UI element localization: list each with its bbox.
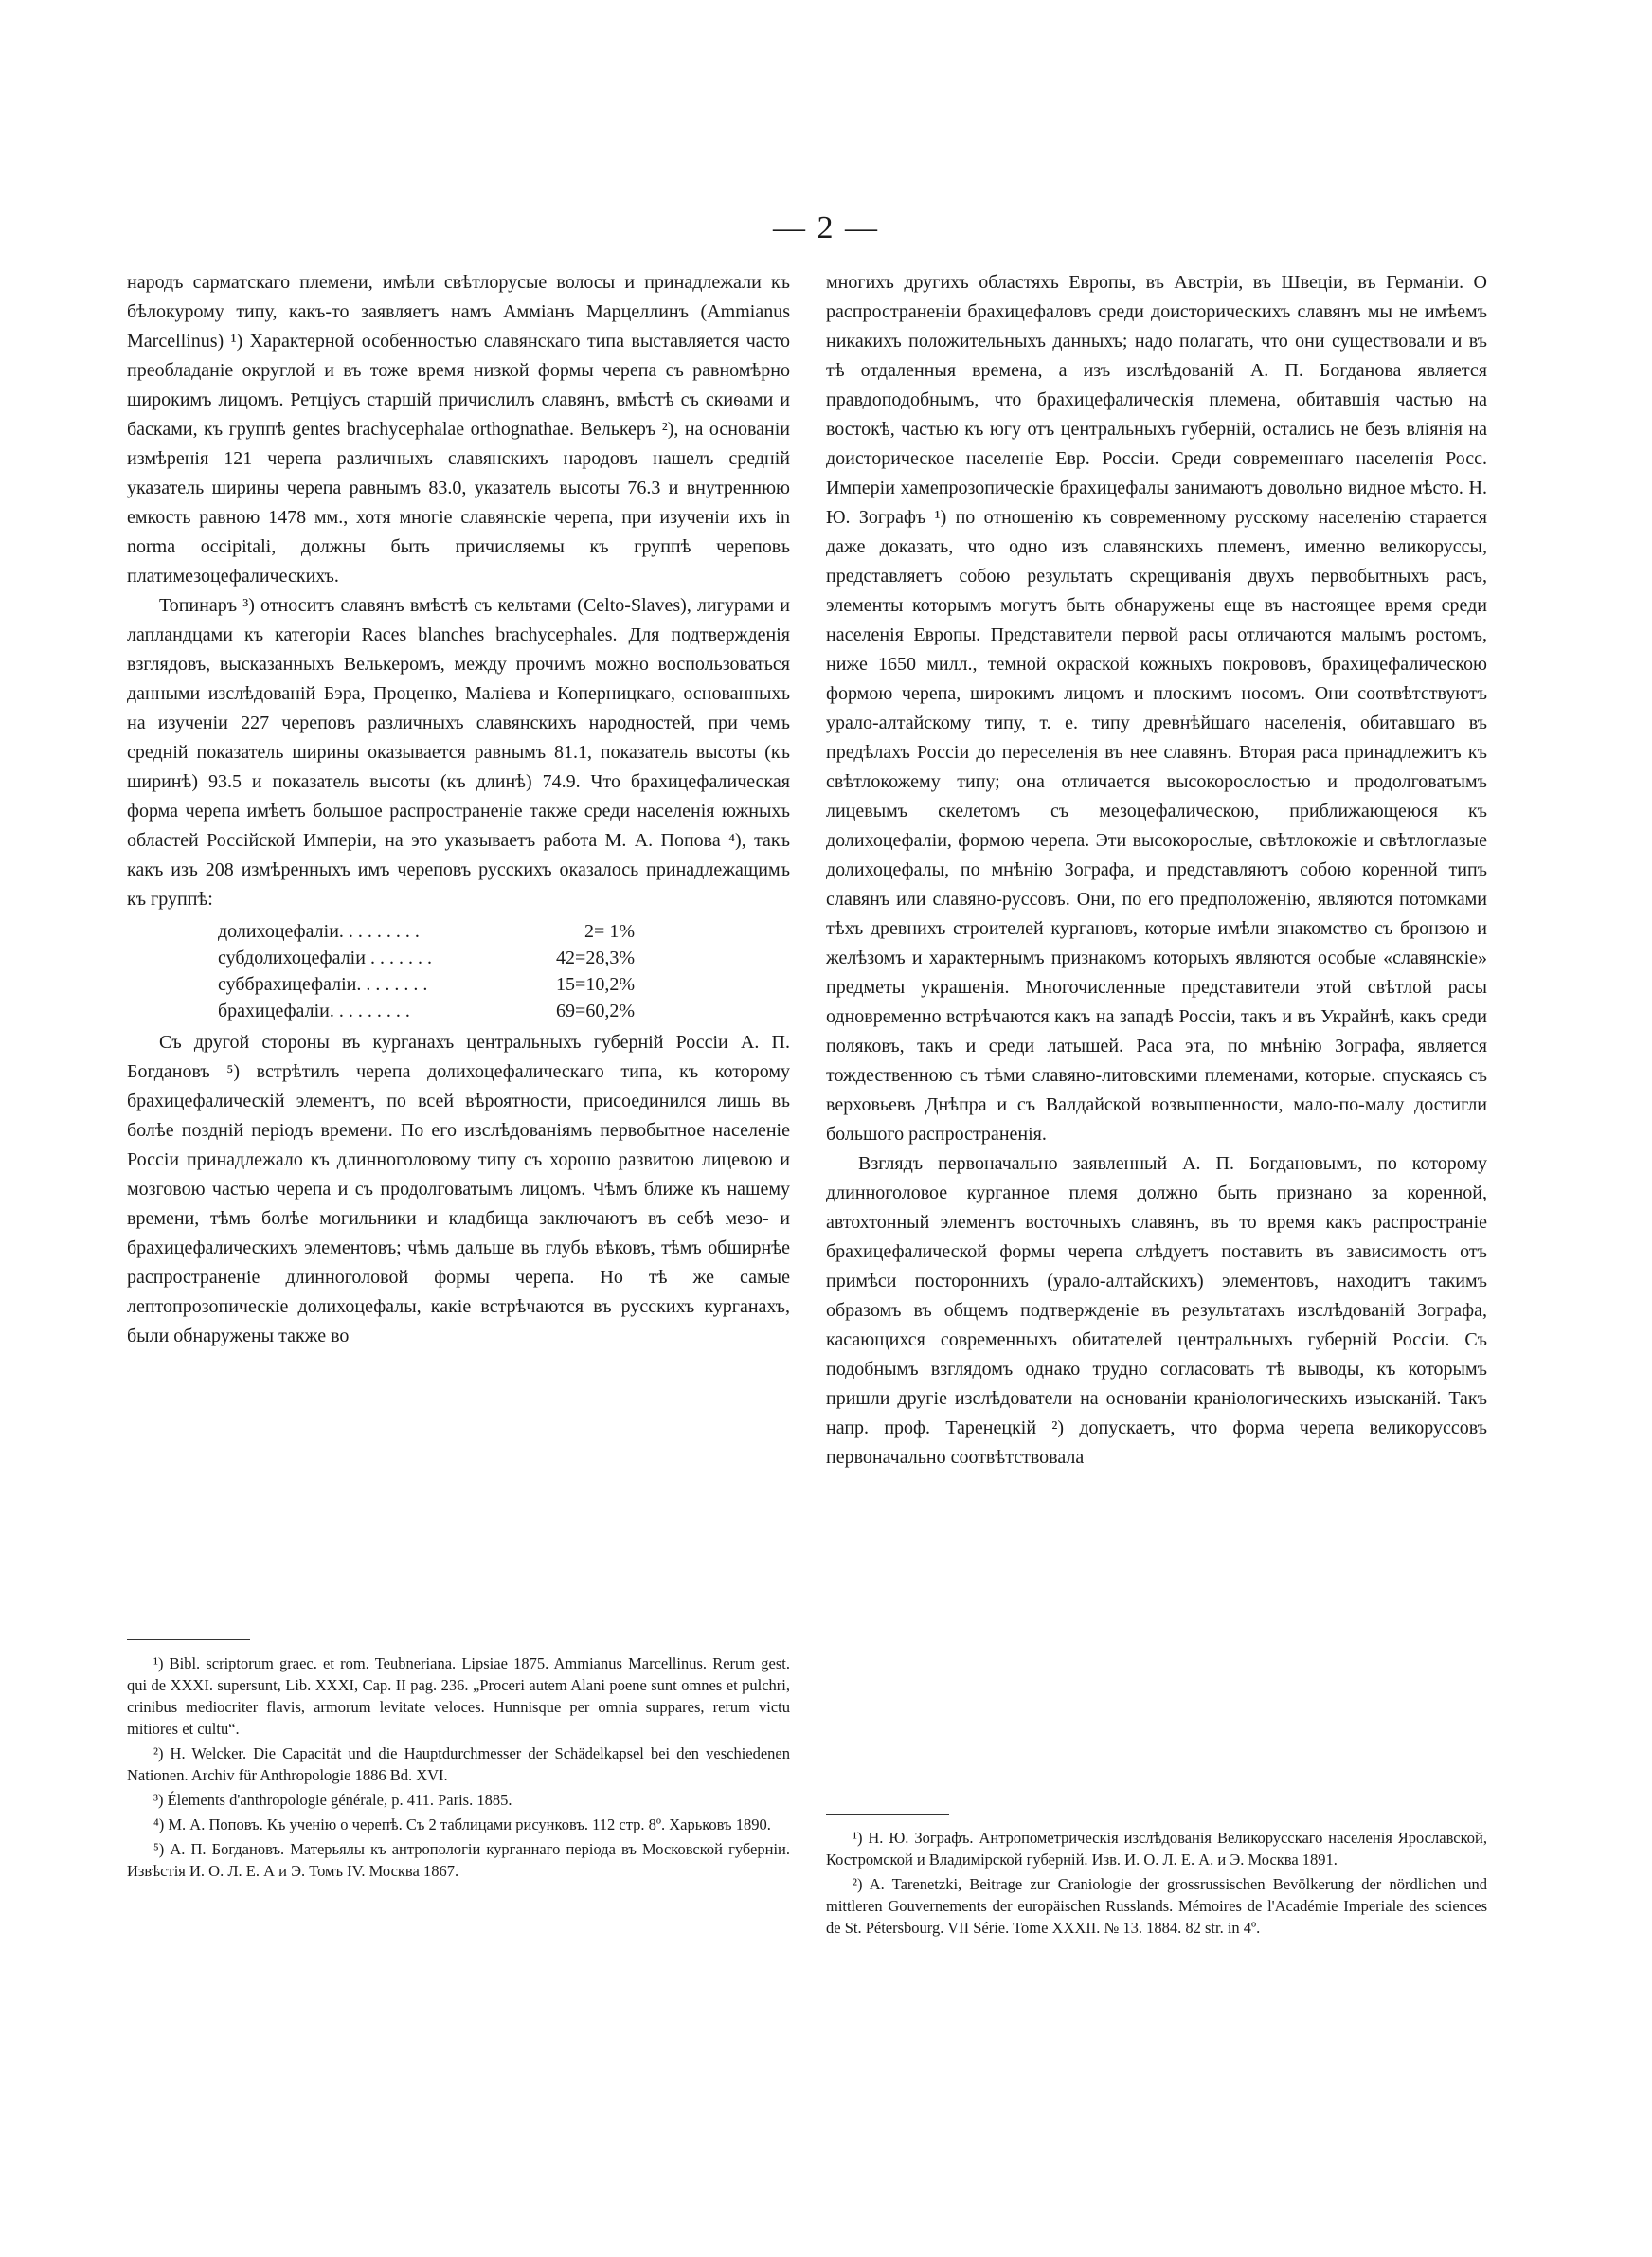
footnote: ⁴) М. А. Поповъ. Къ ученію о черепѣ. Съ 2 таблицами рисунковъ. 112 стр. 8º. Харьковъ 1890. (153, 1815, 771, 1833)
stat-label: субдолихоцефаліи . . . . . . . (218, 948, 432, 968)
right-paragraph: Взглядъ первоначально заявленный А. П. Богдановымъ, по которому длинноголовое курганное племя должно быть признано за коренной, автохтонный элементъ восточныхъ славянъ, въ то время какъ распространіе брахицефалической формы черепа слѣдуетъ поставить въ зависимость отъ примѣси постороннихъ (урало-алтайскихъ) элементовъ, находитъ такимъ образомъ въ общемъ подтвержденіе въ результатахъ изслѣдованій Зографа, касающихся современныхъ обитателей центральныхъ губерній Россіи. Съ подобнымъ взглядомъ однако трудно согласовать тѣ выводы, къ которымъ пришли другіе изслѣдователи на основаніи краніологическихъ изысканій. Такъ напр. проф. Таренецкій ²) допускаетъ, что форма черепа великоруссовъ первоначально соотвѣтствовала (826, 1153, 1487, 1468)
stat-row (218, 971, 635, 998)
footnote-separator (127, 1639, 250, 1640)
footnote: ¹) Н. Ю. Зографъ. Антропометрическія изслѣдованія Великорусскаго населенія Ярославской, Костромской и Владимірской губерній. Изв. И. О. Л. Е. А. и Э. Москва 1891. (826, 1829, 1487, 1869)
footnote-separator (826, 1814, 949, 1815)
stat-label: суббрахицефаліи. . . . . . . . (218, 974, 428, 995)
left-paragraph: народъ сарматскаго племени, имѣли свѣтлорусые волосы и принадлежали къ бѣлокурому типу, какъ-то заявляетъ намъ Амміанъ Марцеллинъ (Ammianus Marcellinus) ¹) Характерной особенностью славянскаго типа выставляется часто преобладаніе округлой и въ тоже время низкой формы черепа съ равномѣрно широкимъ лицомъ. Ретціусъ старшій причислилъ славянъ, вмѣстѣ съ скиѳами и басками, къ группѣ gentes brachycephalae orthognathae. Велькеръ ²), на основаніи измѣренія 121 черепа различныхъ славянскихъ народовъ нашелъ средній указатель ширины черепа равнымъ 83.0, указатель высоты 76.3 и внутреннюю емкость равною 1478 мм., хотя многіе славянскіе черепа, при изученіи ихъ in norma occipitali, должны быть причисляемы къ группѣ череповъ платимезоцефалическихъ. (127, 272, 790, 587)
skull-type-stats (218, 918, 790, 1024)
stat-value: 15=10,2% (556, 974, 635, 995)
footnote: ²) A. Tarenetzki, Beitrage zur Craniologie der grossrussischen Bevölkerung der nördlichen und mittleren Gouvernements der europäischen Russlands. Mémoires de l'Académie Imperiale des sciences de St. Pétersbourg. VII Série. Tome XXXII. № 13. 1884. 82 str. in 4º. (826, 1875, 1487, 1937)
right-footnotes (826, 1827, 1487, 1941)
stat-value: 69=60,2% (556, 1001, 635, 1021)
footnote: ³) Élements d'anthropologie générale, p. 411. Paris. 1885. (153, 1791, 512, 1809)
footnote: ²) H. Welcker. Die Capacität und die Hauptdurchmesser der Schädelkapsel bei den veschiedenen Nationen. Archiv für Anthropologie 1886 Bd. XVI. (127, 1744, 790, 1784)
stat-row (218, 945, 635, 971)
footnote: ¹) Bibl. scriptorum graec. et rom. Teubneriana. Lipsiae 1875. Ammianus Marcellinus. Rerum gest. qui de XXXI. supersunt, Lib. XXXI, Cap. II pag. 236. „Proceri autem Alani poene sunt omnes et pulchri, crinibus mediocriter flavis, armorum levitate veloces. Hunnisque per omnia suppares, rerum victu mitiores et cultu“. (127, 1654, 790, 1738)
stat-label: долихоцефаліи. . . . . . . . . (218, 921, 420, 942)
stat-value: 2= 1% (584, 921, 635, 942)
left-paragraph: Съ другой стороны въ курганахъ центральныхъ губерній Россіи А. П. Богдановъ ⁵) встрѣтилъ черепа долихоцефалическаго типа, къ которому брахицефалическій элементъ, по всей вѣроятности, присоединился лишь въ болѣе поздній періодъ времени. По его изслѣдованіямъ первобытное населеніе Россіи принадлежало къ длинноголовому типу съ хорошо развитою лицевою и мозговою частью черепа и съ продолговатымъ лицомъ. Чѣмъ ближе къ нашему времени, тѣмъ болѣе могильники и кладбища заключаютъ въ себѣ мезо- и брахицефалическихъ элементовъ; чѣмъ дальше въ глубь вѣковъ, тѣмъ обширнѣе распространеніе длинноголовой формы черепа. Но тѣ же самые лептопрозопическіе долихоцефалы, какіе встрѣчаются въ русскихъ курганахъ, были обнаружены также во (127, 1032, 790, 1346)
page-number: — 2 — (773, 210, 879, 245)
stat-value: 42=28,3% (556, 948, 635, 968)
right-paragraph: многихъ другихъ областяхъ Европы, въ Австріи, въ Швеціи, въ Германіи. О распространеніи брахицефаловъ среди доисторическихъ славянъ мы не имѣемъ никакихъ положительныхъ данныхъ; надо полагать, что они существовали и въ тѣ отдаленныя времена, а изъ изслѣдованій А. П. Богданова является правдоподобнымъ, что брахицефалическія племена, обитавшія частью на востокѣ, частью къ югу отъ центральныхъ губерній, остались не безъ вліянія на доисторическое населеніе Евр. Россіи. Среди современнаго населенія Росс. Имперіи хамепрозопическіе брахицефалы занимаютъ довольно видное мѣсто. Н. Ю. Зографъ ¹) по отношенію къ современному русскому населенію старается даже доказать, что одно изъ славянскихъ племенъ, именно великоруссы, представляетъ собою результатъ скрещиванія двухъ первобытныхъ расъ, элементы которымъ могутъ быть обнаружены еще въ настоящее время среди населенія Европы. Представители первой расы отличаются малымъ ростомъ, ниже 1650 милл., темной окраской кожныхъ покрововъ, брахицефалическою формою черепа, широкимъ лицомъ и плоскимъ носомъ. Они соотвѣтствуютъ урало-алтайскому типу, т. е. типу древнѣйшаго населенія, обитавшаго въ предѣлахъ Россіи до переселенія въ нее славянъ. Вторая раса принадлежитъ къ свѣтлокожему типу; она отличается высокорослостью и продолговатымъ лицевымъ скелетомъ съ мезоцефалическою, приближающеюся къ долихоцефаліи, формою черепа. Эти высокорослые, свѣтлокожіе и свѣтлоглазые долихоцефалы, по мнѣнію Зографа, и представляютъ собою коренной типъ славянъ или славяно-руссовъ. Они, по его предположенію, являются потомками тѣхъ древнихъ строителей кургановъ, которые имѣли знакомство съ бронзою и желѣзомъ и характернымъ признакомъ которыхъ являются особые «славянскіе» предметы украшенія. Многочисленные представители этой свѣтлой расы одновременно встрѣчаются какъ на западѣ Россіи, такъ и въ Украйнѣ, какъ среди поляковъ, такъ и среди латышей. Раса эта, по мнѣнію Зографа, является тождественною съ тѣми славяно-литовскими племенами, которые. спускаясь съ верховьевъ Днѣпра и съ Валдайской возвышенности, мало-по-малу достигли большого распространенія. (826, 272, 1487, 1145)
left-column (127, 268, 790, 1351)
stat-row (218, 998, 635, 1024)
stat-label: брахицефаліи. . . . . . . . . (218, 1001, 410, 1021)
right-column (826, 268, 1487, 1472)
left-footnotes (127, 1652, 790, 1885)
stat-row (218, 918, 635, 945)
footnote: ⁵) А. П. Богдановъ. Матерьялы къ антропологіи курганнаго періода въ Московской губерніи. Извѣстія И. О. Л. Е. А и Э. Томъ IV. Москва 1867. (127, 1840, 790, 1880)
left-paragraph: Топинаръ ³) относитъ славянъ вмѣстѣ съ кельтами (Celto-Slaves), лигурами и лапландцами къ категоріи Races blanches brachycephales. Для подтвержденія взглядовъ, высказанныхъ Велькеромъ, между прочимъ можно воспользоваться данными изслѣдованій Бэра, Проценко, Маліева и Коперницкаго, основанныхъ на изученіи 227 череповъ различныхъ славянскихъ народностей, при чемъ средній показатель ширины оказывается равнымъ 81.1, показатель высоты (къ ширинѣ) 93.5 и показатель высоты (къ длинѣ) 74.9. Что брахицефалическая форма черепа имѣетъ большое распространеніе также среди населенія южныхъ областей Россійской Имперіи, на это указываетъ работа М. А. Попова ⁴), такъ какъ изъ 208 измѣренныхъ имъ череповъ русскихъ оказалось принадлежащимъ къ группѣ: (127, 595, 790, 910)
